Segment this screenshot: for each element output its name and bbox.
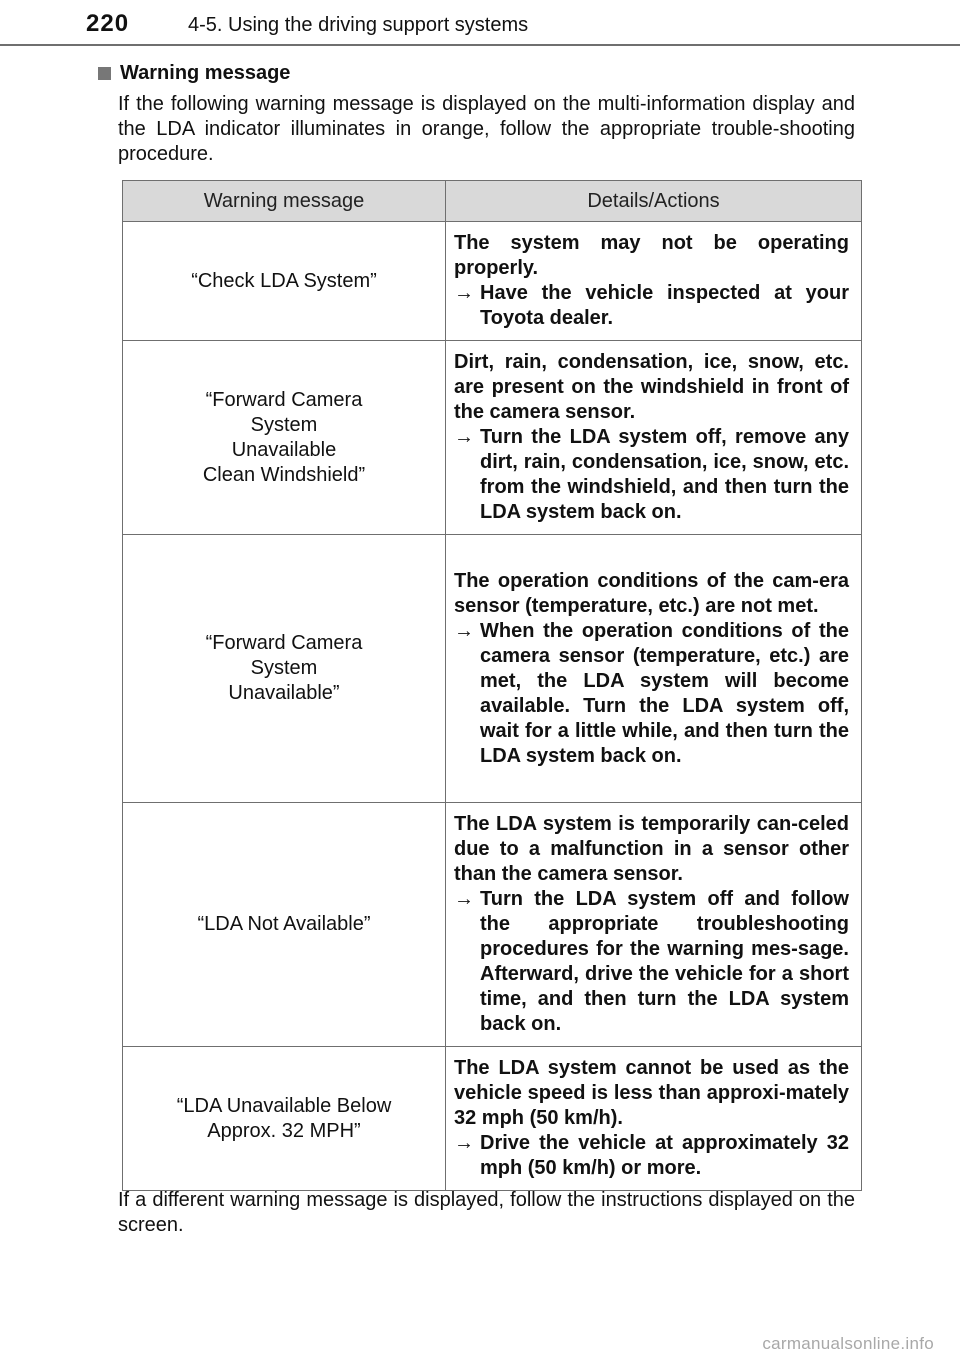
- action-item: [454, 1131, 849, 1181]
- details-text: The LDA system cannot be used as the vehicle speed is less than approxi-mately 32 mph (50 km/h).: [454, 1057, 849, 1129]
- arrow-right-icon: →: [454, 426, 474, 448]
- action-text: Turn the LDA system off and follow the appropriate troubleshooting procedures for the warning mes-sage. Afterward, drive the vehicle for a short time, and then turn the LDA system back on.: [480, 888, 849, 1035]
- warning-message-line: “Forward Camera: [205, 632, 363, 654]
- action-item: [454, 619, 849, 769]
- warning-message-cell: [123, 803, 446, 1047]
- header-divider: [0, 44, 960, 46]
- warning-message-line: Unavailable: [231, 438, 337, 461]
- action-text: Drive the vehicle at approximately 32 mph (50 km/h) or more.: [480, 1132, 849, 1179]
- details-actions-cell: [446, 1047, 862, 1191]
- warning-message-line: “Check LDA System”: [191, 269, 377, 292]
- page-number: 220: [86, 10, 130, 37]
- column-header-details-actions: Details/Actions: [446, 181, 862, 222]
- arrow-right-icon: →: [454, 1132, 474, 1154]
- warning-message-table: [122, 180, 862, 1191]
- section-title: 4-5. Using the driving support systems: [188, 14, 529, 36]
- warning-message-line: “Forward Camera: [205, 388, 363, 411]
- footer-paragraph: If a different warning message is displayed, follow the instructions displayed on the screen.: [118, 1189, 855, 1236]
- action-item: [454, 887, 849, 1037]
- table-row: [123, 222, 862, 341]
- warning-message-cell: [123, 222, 446, 341]
- arrow-right-icon: →: [454, 282, 474, 304]
- warning-message-line: System: [250, 657, 318, 679]
- warning-message-line: “LDA Not Available”: [197, 913, 371, 935]
- details-actions-cell: [446, 535, 862, 803]
- table-header-row: [123, 181, 862, 222]
- action-text: When the operation conditions of the camera sensor (temperature, etc.) are met, the LDA system will become available. Turn the LDA system off, wait for a little while, and then turn the LDA system back on.: [480, 619, 849, 767]
- details-actions-cell: [446, 803, 862, 1047]
- warning-message-line: System: [250, 413, 318, 436]
- warning-message-line: Approx. 32 MPH”: [207, 1119, 361, 1142]
- details-text: Dirt, rain, condensation, ice, snow, etc. are present on the windshield in front of the camera sensor.: [454, 351, 849, 423]
- table-row: [123, 803, 862, 1047]
- details-actions-cell: [446, 222, 862, 341]
- warning-message-cell: [123, 1047, 446, 1191]
- table-row: [123, 535, 862, 803]
- intro-paragraph: If the following warning message is displayed on the multi-information display and the LDA indicator illuminates in orange, follow the appropriate trouble-shooting procedure.: [118, 93, 855, 165]
- action-text: Turn the LDA system off, remove any dirt, rain, condensation, ice, snow, etc. from the windshield, and then turn the LDA system back on.: [480, 426, 849, 523]
- details-text: The LDA system is temporarily can-celed due to a malfunction in a sensor other than the camera sensor.: [454, 813, 849, 885]
- arrow-right-icon: →: [454, 619, 474, 642]
- warning-message-cell: [123, 341, 446, 535]
- warning-message-line: “LDA Unavailable Below: [176, 1094, 392, 1117]
- warning-message-line: Unavailable”: [228, 682, 340, 704]
- table-row: [123, 341, 862, 535]
- page-header: [0, 0, 960, 48]
- warning-message-line: Clean Windshield”: [202, 463, 366, 486]
- section-heading: [98, 62, 290, 85]
- watermark: carmanualsonline.info: [762, 1334, 934, 1353]
- heading-text: Warning message: [120, 62, 291, 84]
- square-bullet-icon: [98, 67, 111, 80]
- action-text: Have the vehicle inspected at your Toyota dealer.: [480, 282, 849, 329]
- table-row: [123, 1047, 862, 1191]
- warning-message-cell: [123, 535, 446, 803]
- arrow-right-icon: →: [454, 888, 474, 910]
- details-text: The system may not be operating properly.: [454, 232, 849, 279]
- action-item: [454, 425, 849, 525]
- action-item: [454, 281, 849, 331]
- table-body: [123, 222, 862, 1191]
- details-text: The operation conditions of the cam-era sensor (temperature, etc.) are not met.: [454, 569, 849, 617]
- details-actions-cell: [446, 341, 862, 535]
- column-header-warning-message: Warning message: [123, 181, 446, 222]
